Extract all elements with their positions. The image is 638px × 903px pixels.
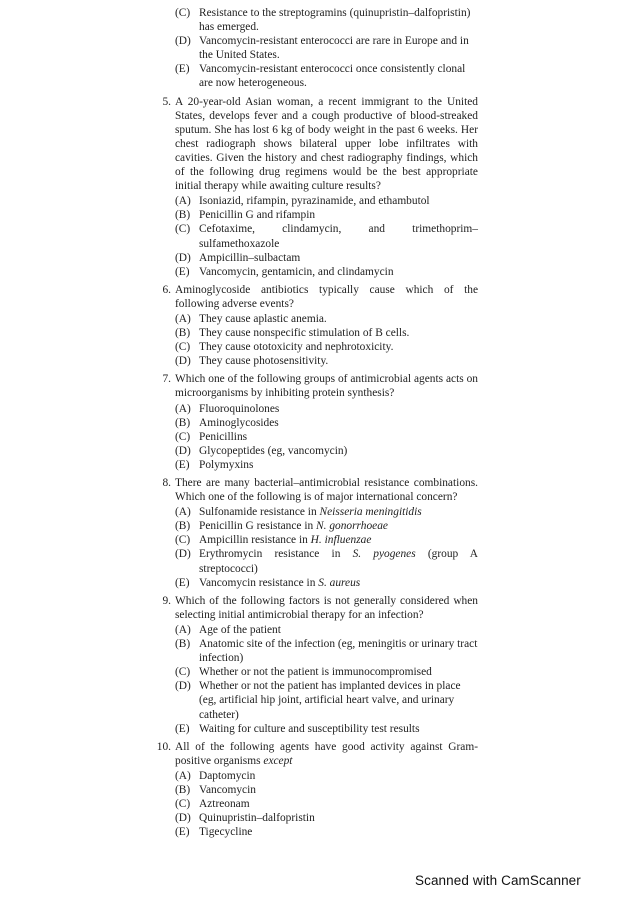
option-text-after: (group A streptococci)	[199, 548, 478, 575]
option-item	[156, 402, 478, 416]
option-letter: (A)	[175, 402, 191, 415]
option-text: Vancomycin resistance in	[199, 576, 319, 589]
option-item	[156, 783, 478, 797]
option-letter: (B)	[175, 209, 191, 222]
question-stem	[156, 594, 478, 622]
option-text: Penicillin G resistance in	[199, 520, 317, 533]
option-letter: (A)	[175, 623, 191, 636]
emphasis-word: except	[263, 754, 293, 767]
option-item	[156, 340, 478, 354]
option-item	[156, 505, 478, 519]
question-stem	[156, 283, 478, 311]
option-letter: (D)	[175, 35, 191, 48]
option-text: Waiting for culture and susceptibility test results	[199, 722, 420, 735]
option-item	[156, 6, 478, 34]
option-letter: (C)	[175, 666, 191, 679]
question-stem	[156, 740, 478, 768]
option-text: Ampicillin resistance in	[199, 534, 311, 547]
option-text: Cefotaxime, clindamycin, and trimethoprim–sulfamethoxazole	[199, 223, 478, 250]
option-letter: (C)	[175, 223, 191, 236]
option-letter: (D)	[175, 812, 191, 825]
organism-name: Neisseria meningitidis	[319, 506, 422, 519]
option-text: They cause ototoxicity and nephrotoxicity.	[199, 341, 394, 354]
question-number: 8.	[162, 477, 171, 489]
option-letter: (D)	[175, 680, 191, 693]
question-text: Aminoglycoside antibiotics typically cause which of the following adverse events?	[175, 283, 478, 310]
option-text: Vancomycin-resistant enterococci once consistently clonal are now heterogeneous.	[199, 63, 466, 90]
option-text: Penicillin G and rifampin	[199, 209, 316, 222]
option-item	[156, 825, 478, 839]
option-item	[156, 34, 478, 62]
option-text: Sulfonamide resistance in	[199, 506, 320, 519]
option-text: Erythromycin resistance in	[199, 548, 353, 561]
option-text: Tigecycline	[199, 826, 253, 839]
option-letter: (A)	[175, 195, 191, 208]
option-item	[156, 62, 478, 90]
option-text: Glycopeptides (eg, vancomycin)	[199, 444, 348, 457]
option-item	[156, 637, 478, 665]
option-item	[156, 326, 478, 340]
option-item	[156, 576, 478, 590]
question-number: 6.	[162, 283, 171, 296]
option-item	[156, 547, 478, 575]
question-5	[156, 95, 478, 279]
option-item	[156, 430, 478, 444]
question-number: 10.	[156, 740, 171, 753]
camscanner-watermark: Scanned with CamScanner	[415, 873, 581, 888]
question-stem	[156, 95, 478, 194]
option-letter: (E)	[175, 826, 190, 839]
option-letter: (C)	[175, 7, 191, 19]
option-item	[156, 769, 478, 783]
option-text: They cause nonspecific stimulation of B cells.	[199, 327, 410, 340]
option-letter: (D)	[175, 548, 191, 561]
option-item	[156, 665, 478, 679]
option-letter: (E)	[175, 265, 190, 278]
option-text: Vancomycin-resistant enterococci are rare in Europe and in the United States.	[199, 35, 469, 62]
option-item	[156, 208, 478, 222]
question-number: 7.	[162, 373, 171, 386]
question-text: Which of the following factors is not generally considered when selecting initial antimicrobial therapy for an infection?	[175, 594, 478, 621]
option-letter: (E)	[175, 458, 190, 471]
question-10	[156, 740, 478, 840]
option-item	[156, 265, 478, 279]
option-letter: (B)	[175, 416, 191, 429]
option-item	[156, 222, 478, 250]
option-item	[156, 458, 478, 472]
option-text: Aztreonam	[199, 798, 250, 811]
option-text: Age of the patient	[199, 623, 281, 636]
option-text: They cause photosensitivity.	[199, 355, 329, 368]
question-7	[156, 372, 478, 472]
question-stem	[156, 372, 478, 400]
option-letter: (D)	[175, 444, 191, 457]
option-letter: (D)	[175, 251, 191, 264]
option-item	[156, 444, 478, 458]
option-text: Vancomycin	[199, 783, 256, 796]
option-letter: (A)	[175, 506, 191, 519]
option-text: Vancomycin, gentamicin, and clindamycin	[199, 265, 394, 278]
option-letter: (E)	[175, 63, 190, 76]
option-text: Quinupristin–dalfopristin	[199, 812, 315, 825]
option-letter: (E)	[175, 722, 190, 735]
question-6	[156, 283, 478, 369]
option-letter: (C)	[175, 798, 191, 811]
option-letter: (C)	[175, 430, 191, 443]
option-item	[156, 251, 478, 265]
option-text: Ampicillin–sulbactam	[199, 251, 301, 264]
option-text: Daptomycin	[199, 769, 256, 782]
option-text: Isoniazid, rifampin, pyrazinamide, and ethambutol	[199, 195, 430, 208]
option-item	[156, 416, 478, 430]
option-letter: (A)	[175, 312, 191, 325]
option-text: Polymyxins	[199, 458, 254, 471]
question-text: There are many bacterial–antimicrobial resistance combinations. Which one of the following is of major international concern?	[175, 477, 478, 504]
question-9	[156, 594, 478, 736]
organism-name: H. influenzae	[310, 534, 372, 547]
question-number: 9.	[162, 594, 171, 607]
option-letter: (B)	[175, 327, 191, 340]
previous-question-options	[156, 6, 478, 91]
option-item	[156, 312, 478, 326]
option-letter: (C)	[175, 341, 191, 354]
option-letter: (E)	[175, 576, 190, 589]
option-letter: (B)	[175, 520, 191, 533]
option-text: They cause aplastic anemia.	[199, 312, 327, 325]
option-item	[156, 679, 478, 721]
option-letter: (C)	[175, 534, 191, 547]
option-text: Penicillins	[199, 430, 248, 443]
option-text: Fluoroquinolones	[199, 402, 280, 415]
option-letter: (D)	[175, 355, 191, 368]
question-number: 5.	[162, 95, 171, 108]
option-item	[156, 722, 478, 736]
option-text: Aminoglycosides	[199, 416, 279, 429]
option-item	[156, 519, 478, 533]
question-text: A 20-year-old Asian woman, a recent immigrant to the United States, develops fever and a cough productive of blood-streaked sputum. She has lost 6 kg of body weight in the past 6 weeks. Her chest radiograph shows bilateral upper lobe infiltrates with cavities. Given the history and chest radiography findings, which of the following drug regimens would be the best appropriate initial therapy while awaiting culture results?	[175, 95, 478, 193]
question-8	[156, 476, 478, 590]
organism-name: S. aureus	[318, 576, 361, 589]
question-content	[156, 6, 478, 839]
option-item	[156, 623, 478, 637]
question-text: All of the following agents have good activity against Gram-positive organisms	[175, 740, 478, 767]
option-text: Whether or not the patient has implanted devices in place (eg, artificial hip joint, artificial heart valve, and urinary catheter)	[199, 680, 461, 721]
organism-name: S. pyogenes	[352, 548, 416, 561]
option-letter: (B)	[175, 638, 191, 651]
option-letter: (A)	[175, 769, 191, 782]
option-item	[156, 811, 478, 825]
option-letter: (B)	[175, 783, 191, 796]
option-text: Anatomic site of the infection (eg, meningitis or urinary tract infection)	[199, 638, 478, 665]
option-text: Whether or not the patient is immunocompromised	[199, 666, 432, 679]
question-stem	[156, 476, 478, 504]
option-item	[156, 797, 478, 811]
option-item	[156, 533, 478, 547]
option-text: Resistance to the streptogramins (quinupristin–dalfopristin) has emerged.	[199, 7, 471, 34]
question-text: Which one of the following groups of antimicrobial agents acts on microorganisms by inhibiting protein synthesis?	[175, 373, 478, 400]
option-item	[156, 194, 478, 208]
organism-name: N. gonorrhoeae	[316, 520, 388, 533]
option-item	[156, 354, 478, 368]
